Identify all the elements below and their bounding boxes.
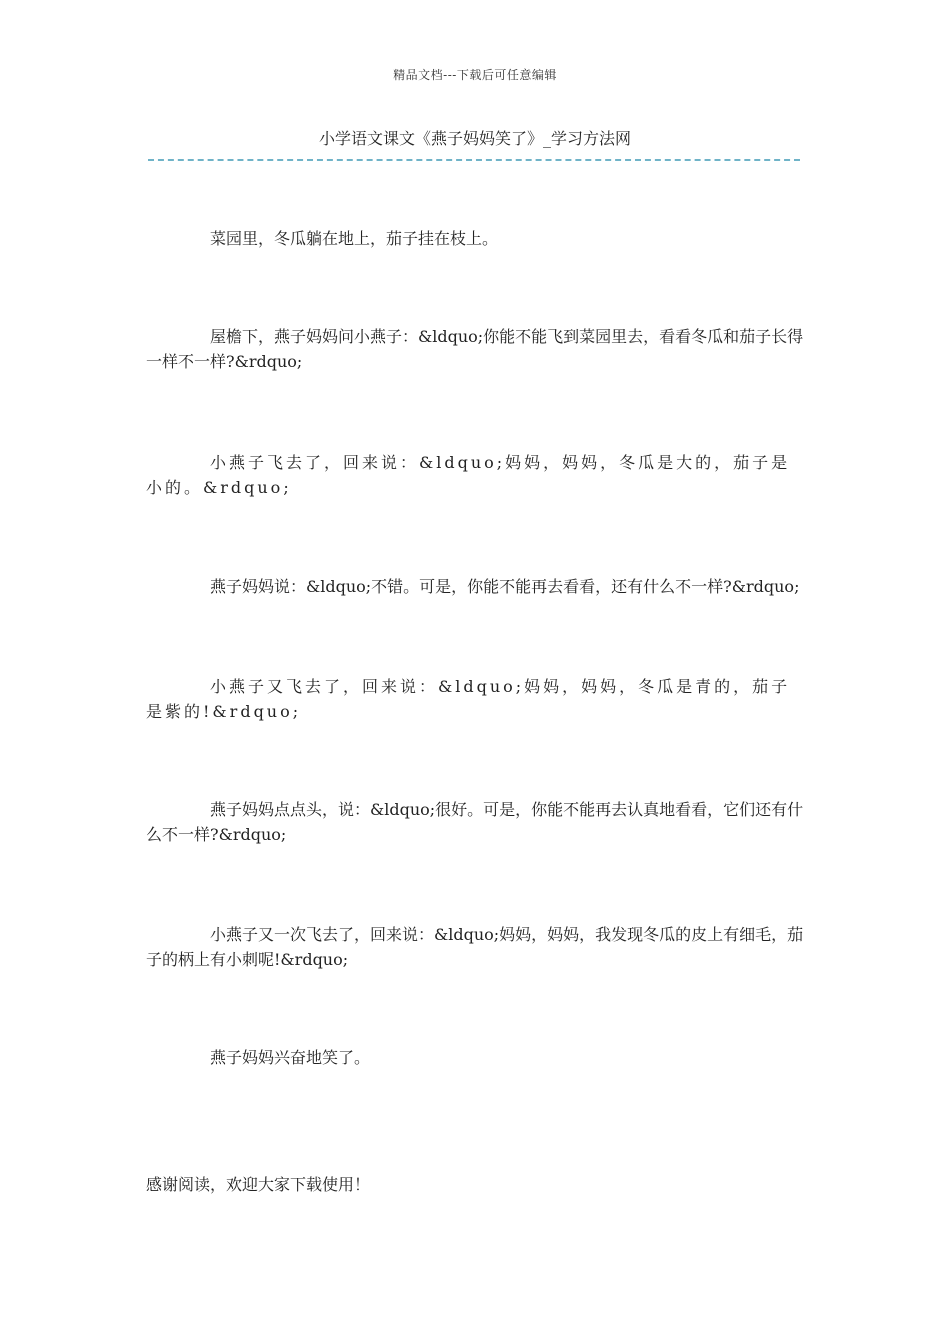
document-title: 小学语文课文《燕子妈妈笑了》_学习方法网	[318, 129, 631, 148]
paragraph: 小燕子又飞去了，回来说：&ldquo;妈妈，妈妈，冬瓜是青的，茄子是紫的!&rdquo;	[146, 677, 791, 721]
paragraph: 小燕子飞去了，回来说：&ldquo;妈妈，妈妈，冬瓜是大的，茄子是小的。&rdquo;	[146, 453, 791, 497]
paragraph: 屋檐下，燕子妈妈问小燕子：&ldquo;你能不能飞到菜园里去，看看冬瓜和茄子长得一样不一样?&rdquo;	[146, 327, 804, 371]
title-divider	[148, 159, 800, 161]
paragraph: 燕子妈妈点点头，说：&ldquo;很好。可是，你能不能再去认真地看看，它们还有什么不一样?&rdquo;	[146, 800, 804, 844]
paragraph: 燕子妈妈兴奋地笑了。	[210, 1048, 371, 1067]
paragraph: 小燕子又一次飞去了，回来说：&ldquo;妈妈，妈妈，我发现冬瓜的皮上有细毛，茄子的柄上有小刺呢!&rdquo;	[146, 925, 804, 969]
paragraph: 燕子妈妈说：&ldquo;不错。可是，你能不能再去看看，还有什么不一样?&rdquo;	[210, 577, 800, 596]
paragraph: 菜园里，冬瓜躺在地上，茄子挂在枝上。	[210, 229, 499, 248]
header-note: 精品文档---下载后可任意编辑	[393, 68, 557, 82]
closing-note: 感谢阅读，欢迎大家下载使用！	[146, 1175, 371, 1194]
